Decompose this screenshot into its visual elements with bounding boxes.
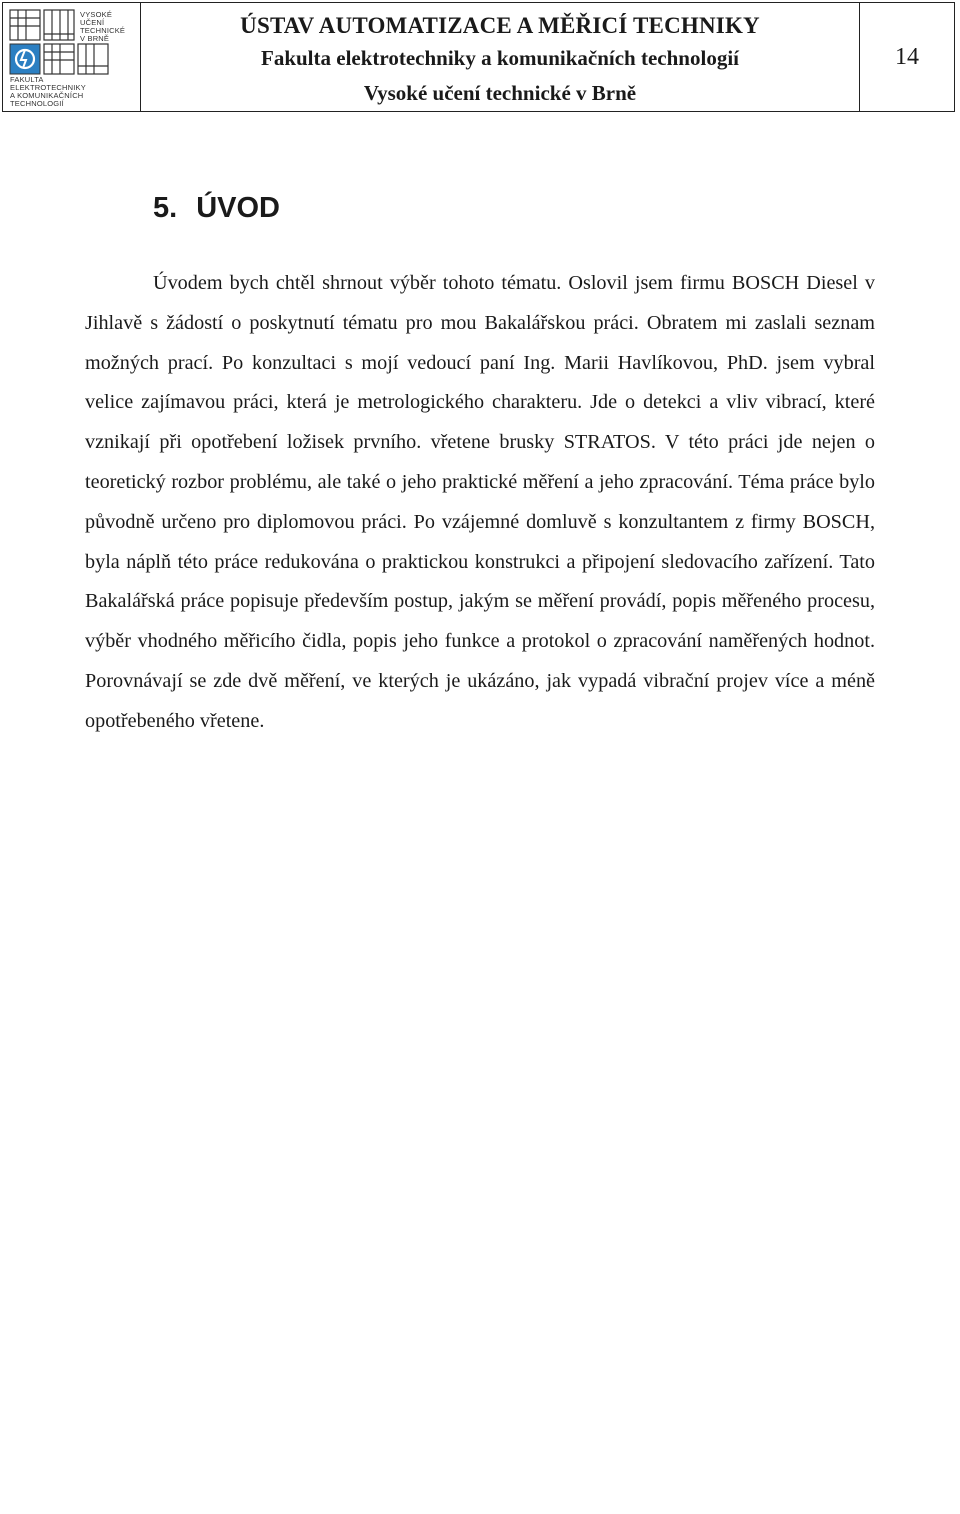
logo-text-line: ELEKTROTECHNIKY (10, 83, 86, 92)
vut-logo-icon (8, 8, 136, 108)
header-title-block (141, 3, 860, 111)
chapter-number: 5. (153, 192, 178, 224)
chapter-heading (153, 192, 280, 225)
faculty-name: Fakulta elektrotechniky a komunikačních technologií (261, 46, 739, 70)
logo-text-line: V BRNĚ (80, 34, 110, 43)
logo-text-line: TECHNOLOGIÍ (10, 99, 64, 108)
university-name: Vysoké učení technické v Brně (363, 81, 637, 105)
page-header (2, 2, 955, 112)
logo-text-line: UČENÍ (80, 18, 105, 27)
intro-paragraph: Úvodem bych chtěl shrnout výběr tohoto tématu. Oslovil jsem firmu BOSCH Diesel v Jihlavě s žádostí o poskytnutí tématu pro mou Bakalářskou práci. Obratem mi zaslali seznam možných prací. Po konzultaci s mojí vedoucí paní Ing. Marii Havlíkovou, PhD. jsem vybral velice zajímavou práci, která je metrologického charakteru. Jde o detekci a vliv vibrací, které vznikají při opotřebení ložisek prvního. vřetene brusky STRATOS. V této práci jde nejen o teoretický rozbor problému, ale také o jeho praktické měření a jeho zpracování. Téma práce bylo původně určeno pro diplomovou práci. Po vzájemné domluvě s konzultantem z firmy BOSCH, byla náplň této práce redukována o praktickou konstrukci a připojení sledovacího zařízení. Tato Bakalářská práce popisuje především postup, jakým se měření provádí, popis měřeného procesu, výběr vhodného měřicího čidla, popis jeho funkce a protokol o zpracování naměřených hodnot. Porovnávají se zde dvě měření, ve kterých je ukázáno, jak vypadá vibrační projev více a méně opotřebeného vřetene. (85, 272, 875, 732)
logo-text-line: A KOMUNIKAČNÍCH (10, 91, 84, 100)
institute-name: ÚSTAV AUTOMATIZACE A MĚŘICÍ TECHNIKY (240, 13, 760, 38)
page-number: 14 (895, 43, 919, 70)
logo-text-line: VYSOKÉ (80, 10, 113, 19)
logo-text-line: FAKULTA (10, 75, 44, 84)
chapter-title: ÚVOD (196, 192, 280, 224)
faculty-logo (3, 3, 141, 111)
logo-text-line: TECHNICKÉ (80, 26, 126, 35)
